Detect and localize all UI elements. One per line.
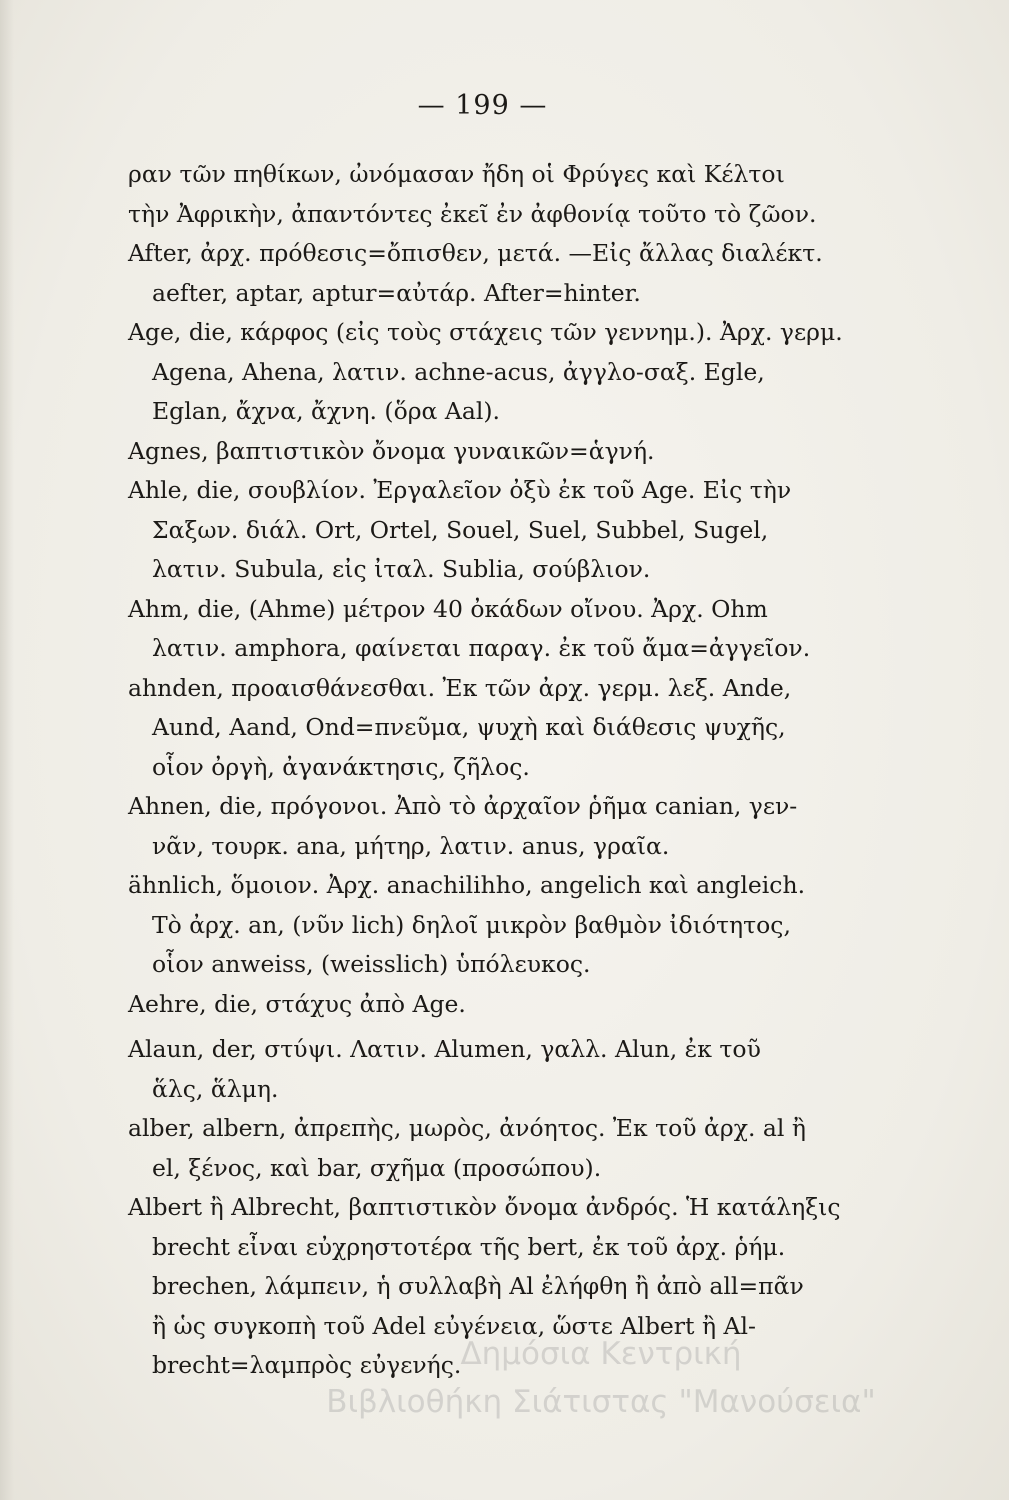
dictionary-entry — [128, 787, 828, 866]
entry-continuation-line: ἢ ὡς συγκοπὴ τοῦ Adel εὐγένεια, ὥστε Albert ἢ Al- — [152, 1311, 756, 1340]
entry-continuation-line: Eglan, ἄχνα, ἄχνη. (ὅρα Aal). — [152, 397, 501, 425]
dictionary-entry — [128, 985, 828, 1025]
entry-continuation-line: brechen, λάμπειν, ἡ συλλαβὴ Al ἐλήφθη ἢ ἀπὸ all=πᾶν — [152, 1272, 804, 1300]
entry-continuation-line: Aund, Aand, Ond=πνεῦμα, ψυχὴ καὶ διάθεσις ψυχῆς, — [152, 713, 786, 741]
dictionary-entry — [128, 669, 828, 788]
entry-continuation-line: brecht εἶναι εὐχρηστοτέρα τῆς bert, ἐκ τοῦ ἀρχ. ῥήμ. — [152, 1232, 786, 1261]
entry-headline: ähnlich, ὅμοιον. Ἀρχ. anachilihho, angelich καὶ angleich. — [128, 871, 806, 899]
dictionary-entry — [128, 234, 828, 313]
dictionary-entry — [128, 590, 828, 669]
entry-headline: Aehre, die, στάχυς ἀπὸ Age. — [128, 989, 466, 1018]
entry-continuation-line: λατιν. Subula, εἰς ἰταλ. Sublia, σούβλιον. — [152, 555, 651, 583]
entry-headline: After, ἀρχ. πρόθεσις=ὄπισθεν, μετά. —Εἰς ἄλλας διαλέκτ. — [128, 239, 823, 267]
watermark-line-1: Δημόσια Κεντρική — [460, 1336, 742, 1372]
dictionary-entry — [128, 313, 843, 432]
entry-continuation-line: Σαξων. διάλ. Ort, Ortel, Souel, Suel, Subbel, Sugel, — [152, 515, 769, 544]
entry-continuation-line: ἅλς, ἅλμη. — [152, 1074, 279, 1103]
entry-continuation-line: νᾶν, τουρκ. ana, μήτηρ, λατιν. anus, γραῖα. — [152, 831, 670, 860]
entry-headline: Ahm, die, (Ahme) μέτρον 40 ὀκάδων οἴνου. Ἀρχ. Ohm — [128, 594, 768, 623]
entry-continuation-line: οἷον ὀργὴ, ἀγανάκτησις, ζῆλος. — [152, 752, 530, 781]
entry-continuation-line: λατιν. amphora, φαίνεται παραγ. ἐκ τοῦ ἄμα=ἀγγεῖον. — [152, 634, 811, 662]
dictionary-entry — [128, 471, 828, 590]
entry-continuation-line: el, ξένος, καὶ bar, σχῆμα (προσώπου). — [152, 1153, 602, 1182]
entry-continuation-line: brecht=λαμπρὸς εὐγενής. — [152, 1351, 462, 1379]
dictionary-entry — [128, 1109, 828, 1188]
library-watermark — [226, 1330, 976, 1426]
entry-continuation-line: τὴν Ἀφρικὴν, ἀπαντόντες ἐκεῖ ἐν ἀφθονίᾳ τοῦτο τὸ ζῶον. — [128, 199, 817, 228]
page-number: — 199 — — [417, 90, 548, 121]
entry-headline: Ahle, die, σουβλίον. Ἐργαλεῖον ὀξὺ ἐκ τοῦ Age. Εἰς τὴν — [128, 476, 792, 504]
entry-headline: Alaun, der, στύψι. Λατιν. Alumen, γαλλ. Alun, ἐκ τοῦ — [128, 1035, 761, 1063]
dictionary-entry — [128, 866, 828, 985]
page-edge-shadow — [0, 0, 14, 1500]
entry-headline: Albert ἢ Albrecht, βαπτιστικὸν ὄνομα ἀνδρός. Ἡ κατάληξις — [128, 1193, 841, 1221]
dictionary-entry — [128, 1030, 828, 1109]
entry-continuation-line: ραν τῶν πηθίκων, ὠνόμασαν ἤδη οἱ Φρύγες καὶ Κέλτοι — [128, 160, 785, 188]
watermark-line-2: Βιβλιοθήκη Σιάτιστας "Μανούσεια" — [326, 1384, 876, 1420]
dictionary-entry — [128, 155, 828, 234]
entry-continuation-line: οἷον anweiss, (weisslich) ὑπόλευκος. — [152, 950, 591, 978]
dictionary-entries — [128, 155, 843, 1386]
entry-headline: Age, die, κάρφος (εἰς τοὺς στάχεις τῶν γεννημ.). Ἀρχ. γερμ. — [128, 318, 843, 346]
entry-continuation-line: aefter, aptar, aptur=αὐτάρ. After=hinter. — [152, 278, 641, 307]
entry-headline: Ahnen, die, πρόγονοι. Ἀπὸ τὸ ἀρχαῖον ῥῆμα canian, γεν- — [128, 792, 798, 820]
entry-continuation-line: Τὸ ἀρχ. an, (νῦν lich) δηλοῖ μικρὸν βαθμὸν ἰδιότητος, — [152, 910, 791, 939]
entry-headline: ahnden, προαισθάνεσθαι. Ἐκ τῶν ἀρχ. γερμ. λεξ. Ande, — [128, 673, 792, 702]
dictionary-entry — [128, 432, 828, 472]
entry-continuation-line: Agena, Ahena, λατιν. achne-acus, ἀγγλο-σαξ. Egle, — [152, 357, 765, 386]
entry-headline: Agnes, βαπτιστικὸν ὄνομα γυναικῶν=ἁγνή. — [128, 436, 655, 465]
entry-headline: alber, albern, ἀπρεπὴς, μωρὸς, ἀνόητος. Ἐκ τοῦ ἀρχ. al ἢ — [128, 1114, 806, 1142]
